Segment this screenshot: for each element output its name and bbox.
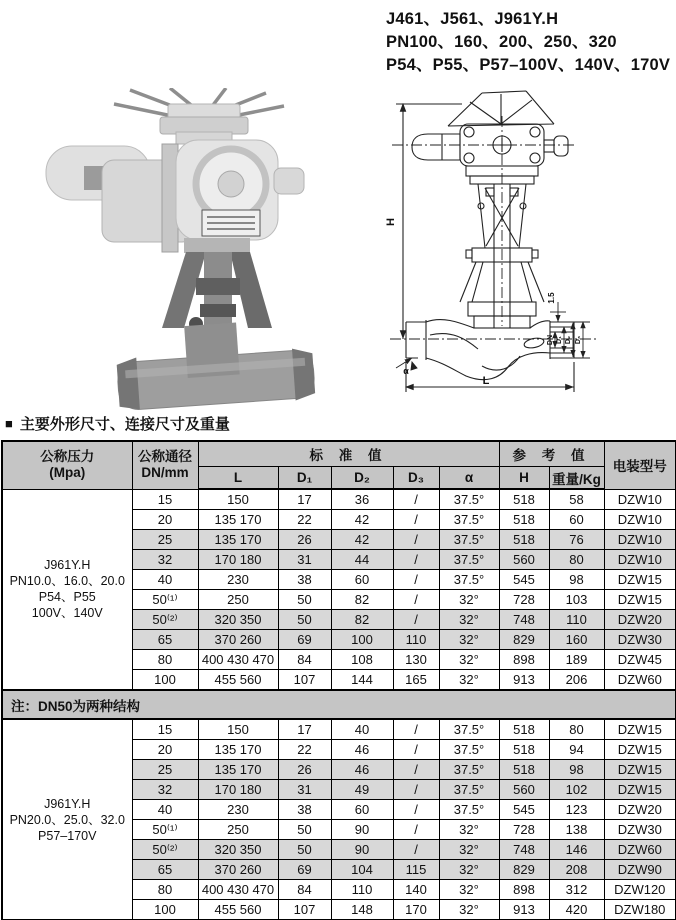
cell: 206 (549, 670, 604, 691)
cell: 898 (499, 650, 549, 670)
valve-body (114, 317, 315, 410)
cell: 230 (198, 570, 278, 590)
cell: 84 (278, 880, 331, 900)
cell: 38 (278, 570, 331, 590)
cell: 31 (278, 550, 331, 570)
actuator-stub (544, 136, 568, 156)
cell: DZW45 (604, 650, 676, 670)
cell: 90 (331, 840, 393, 860)
handwheel (448, 91, 554, 126)
cell: 518 (499, 719, 549, 740)
pressure-class-line: P54、P55 (38, 590, 96, 605)
cell: 370 260 (198, 860, 278, 880)
col-header-D2: D₂ (331, 467, 393, 490)
cell: 50 (278, 840, 331, 860)
cell: 50⁽¹⁾ (132, 820, 198, 840)
cell: / (393, 840, 439, 860)
cell: 69 (278, 860, 331, 880)
cell: 108 (331, 650, 393, 670)
col-header-H: H (499, 467, 549, 490)
cell: 50⁽²⁾ (132, 840, 198, 860)
cell: 320 350 (198, 840, 278, 860)
cell: / (393, 489, 439, 510)
cell: 102 (549, 780, 604, 800)
pressure-class-line: 100V、140V (31, 606, 103, 621)
cell: 36 (331, 489, 393, 510)
note-cell: 注：DN50为两种结构 (2, 690, 676, 719)
cell: DZW20 (604, 610, 676, 630)
cell: 230 (198, 800, 278, 820)
cell: / (393, 760, 439, 780)
pressure-class-line: PN20.0、25.0、32.0 (9, 812, 125, 827)
block-2-body (2, 719, 676, 920)
cell: 69 (278, 630, 331, 650)
cell: 140 (393, 880, 439, 900)
cell: 22 (278, 510, 331, 530)
col-header-dn (132, 441, 198, 489)
cell: 37.5° (439, 800, 499, 820)
cell: 100 (132, 900, 198, 920)
cell: 110 (393, 630, 439, 650)
cell: 146 (549, 840, 604, 860)
cell: 50⁽²⁾ (132, 610, 198, 630)
cell: 32° (439, 590, 499, 610)
cell: 50 (278, 820, 331, 840)
cell: 80 (132, 880, 198, 900)
actuator-housing (176, 140, 304, 240)
cell: 312 (549, 880, 604, 900)
dim-L (406, 362, 574, 392)
cell: DZW10 (604, 489, 676, 510)
cell: 913 (499, 900, 549, 920)
model-line-3: P54、P55、P57–100V、140V、170V (386, 56, 671, 74)
cell: 32° (439, 860, 499, 880)
table-header (2, 441, 676, 489)
cell: 728 (499, 820, 549, 840)
section-title (5, 413, 230, 434)
dim-H (396, 104, 462, 339)
cell: 32° (439, 670, 499, 691)
cell: / (393, 740, 439, 760)
cell: 400 430 470 (198, 880, 278, 900)
cell: 110 (549, 610, 604, 630)
cell: 370 260 (198, 630, 278, 650)
cell: DZW30 (604, 820, 676, 840)
pressure-class-line: J961Y.H (44, 796, 91, 811)
cell: DZW10 (604, 510, 676, 530)
cell: 98 (549, 760, 604, 780)
cell: / (393, 570, 439, 590)
pressure-class-cell-1 (2, 489, 132, 690)
cell: 160 (549, 630, 604, 650)
cell: 107 (278, 900, 331, 920)
cell: 913 (499, 670, 549, 691)
pressure-header-line1: 公称压力 (40, 449, 95, 465)
cell: 144 (331, 670, 393, 691)
cell: 898 (499, 880, 549, 900)
cell: 32 (132, 550, 198, 570)
cell: / (393, 550, 439, 570)
cell: 44 (331, 550, 393, 570)
cell: 46 (331, 740, 393, 760)
table-row (2, 719, 676, 740)
cell: 37.5° (439, 740, 499, 760)
cell: 32° (439, 840, 499, 860)
label-alpha: α (403, 366, 409, 376)
cell: 829 (499, 860, 549, 880)
cell: 94 (549, 740, 604, 760)
cell: 748 (499, 610, 549, 630)
cell: 103 (549, 590, 604, 610)
cell: 728 (499, 590, 549, 610)
cell: 455 560 (198, 670, 278, 691)
cell: 37.5° (439, 780, 499, 800)
cell: 135 170 (198, 510, 278, 530)
cell: 170 (393, 900, 439, 920)
cell: / (393, 530, 439, 550)
col-header-L: L (198, 467, 278, 490)
cell: 65 (132, 860, 198, 880)
model-line-2: PN100、160、200、250、320 (386, 33, 617, 51)
pressure-class-line: J961Y.H (44, 558, 91, 573)
cell: 170 180 (198, 550, 278, 570)
cell: 100 (331, 630, 393, 650)
cell: 250 (198, 820, 278, 840)
cell: 60 (549, 510, 604, 530)
cell: / (393, 510, 439, 530)
cell: 135 170 (198, 740, 278, 760)
valve-photo (26, 88, 346, 410)
square-bullet-icon: ■ (5, 416, 13, 431)
cell: 748 (499, 840, 549, 860)
cell: 189 (549, 650, 604, 670)
cell: 518 (499, 510, 549, 530)
cell: 60 (331, 570, 393, 590)
dimensions-table (1, 440, 676, 920)
cell: 32° (439, 630, 499, 650)
cell: 829 (499, 630, 549, 650)
cell: 37.5° (439, 510, 499, 530)
dn-header-line2: DN/mm (141, 465, 189, 481)
cell: 107 (278, 670, 331, 691)
table-row (2, 489, 676, 510)
label-D1: D₁ (556, 336, 563, 344)
section-title-text: 主要外形尺寸、连接尺寸及重量 (19, 416, 230, 433)
dn-header-line1: 公称通径 (138, 449, 192, 465)
cell: 320 350 (198, 610, 278, 630)
actuator-motor (46, 144, 194, 252)
col-header-D1: D₁ (278, 467, 331, 490)
cell: DZW15 (604, 570, 676, 590)
cell: 17 (278, 719, 331, 740)
block-1-body (2, 489, 676, 719)
cell: DZW30 (604, 630, 676, 650)
cell: DZW60 (604, 670, 676, 691)
cell: 518 (499, 489, 549, 510)
model-heading (386, 8, 672, 77)
cell: 518 (499, 740, 549, 760)
cell: 50⁽¹⁾ (132, 590, 198, 610)
col-header-pressure (2, 441, 132, 489)
cell: 123 (549, 800, 604, 820)
cell: 104 (331, 860, 393, 880)
cell: 40 (132, 800, 198, 820)
cell: 32° (439, 820, 499, 840)
cell: 82 (331, 590, 393, 610)
label-H: H (385, 218, 397, 226)
cell: 560 (499, 780, 549, 800)
cell: 25 (132, 530, 198, 550)
cell: 135 170 (198, 760, 278, 780)
cell: 60 (331, 800, 393, 820)
cell: DZW20 (604, 800, 676, 820)
cell: 138 (549, 820, 604, 840)
cell: 37.5° (439, 719, 499, 740)
cell: 32° (439, 610, 499, 630)
valve-technical-drawing (382, 90, 662, 412)
cell: 455 560 (198, 900, 278, 920)
cell: 50 (278, 590, 331, 610)
cell: 46 (331, 760, 393, 780)
cell: 58 (549, 489, 604, 510)
cell: 37.5° (439, 530, 499, 550)
cell: DZW15 (604, 760, 676, 780)
cell: 148 (331, 900, 393, 920)
label-D2: D₂ (565, 335, 572, 345)
label-D3: D₃ (575, 335, 582, 345)
cell: DZW10 (604, 530, 676, 550)
cell: 135 170 (198, 530, 278, 550)
cell: 49 (331, 780, 393, 800)
cell: 208 (549, 860, 604, 880)
cell: 20 (132, 740, 198, 760)
cell: 32° (439, 880, 499, 900)
cell: 400 430 470 (198, 650, 278, 670)
pressure-header-line2: (Mpa) (49, 465, 86, 481)
cell: 15 (132, 489, 198, 510)
cell: / (393, 800, 439, 820)
cell: 100 (132, 670, 198, 691)
cell: 40 (331, 719, 393, 740)
cell: 80 (132, 650, 198, 670)
cell: 560 (499, 550, 549, 570)
cell: 37.5° (439, 550, 499, 570)
cell: 518 (499, 760, 549, 780)
model-line-1: J461、J561、J961Y.H (386, 10, 559, 28)
cell: 37.5° (439, 570, 499, 590)
pressure-class-line: PN10.0、16.0、20.0 (9, 574, 125, 589)
cell: 110 (331, 880, 393, 900)
cell: DZW15 (604, 780, 676, 800)
col-header-model: 电装型号 (604, 441, 676, 489)
pressure-class-line: P57–170V (38, 828, 97, 843)
label-offset: 1.5 (547, 292, 556, 304)
cell: 50 (278, 610, 331, 630)
centerlines (390, 116, 596, 339)
cell: 150 (198, 489, 278, 510)
col-header-standard: 标 准 值 (198, 441, 499, 467)
pressure-class-cell-2 (2, 719, 132, 920)
cell: 38 (278, 800, 331, 820)
cell: 545 (499, 800, 549, 820)
header-row-1 (2, 441, 676, 467)
cell: 42 (331, 530, 393, 550)
col-header-weight: 重量/Kg (549, 467, 604, 490)
cell: 170 180 (198, 780, 278, 800)
cell: / (393, 590, 439, 610)
cell: DZW120 (604, 880, 676, 900)
cell: 165 (393, 670, 439, 691)
cell: 32° (439, 650, 499, 670)
cell: DZW15 (604, 719, 676, 740)
cell: 98 (549, 570, 604, 590)
cell: DZW15 (604, 590, 676, 610)
cell: 80 (549, 719, 604, 740)
cell: 37.5° (439, 760, 499, 780)
cell: / (393, 820, 439, 840)
actuator-motor-outline (412, 134, 460, 160)
cell: 42 (331, 510, 393, 530)
cell: 90 (331, 820, 393, 840)
cell: DZW10 (604, 550, 676, 570)
cell: DZW90 (604, 860, 676, 880)
cell: 32° (439, 900, 499, 920)
cell: 65 (132, 630, 198, 650)
cell: 115 (393, 860, 439, 880)
col-header-D3: D₃ (393, 467, 439, 490)
cell: 130 (393, 650, 439, 670)
cell: DZW15 (604, 740, 676, 760)
col-header-alpha: α (439, 467, 499, 490)
cell: 545 (499, 570, 549, 590)
cell: 420 (549, 900, 604, 920)
cell: DZW180 (604, 900, 676, 920)
note-row (2, 690, 676, 719)
cell: DZW60 (604, 840, 676, 860)
cell: 15 (132, 719, 198, 740)
cell: 32 (132, 780, 198, 800)
cell: 80 (549, 550, 604, 570)
label-DN: DN (547, 334, 554, 346)
cell: 82 (331, 610, 393, 630)
cell: 250 (198, 590, 278, 610)
cell: 31 (278, 780, 331, 800)
cell: 25 (132, 760, 198, 780)
col-header-reference: 参 考 值 (499, 441, 604, 467)
actuator-top-flange (160, 104, 248, 144)
cell: / (393, 610, 439, 630)
cell: 22 (278, 740, 331, 760)
cell: 150 (198, 719, 278, 740)
cell: 76 (549, 530, 604, 550)
cell: / (393, 719, 439, 740)
cell: 84 (278, 650, 331, 670)
cell: 26 (278, 530, 331, 550)
cell: 518 (499, 530, 549, 550)
cell: 20 (132, 510, 198, 530)
label-L: L (482, 375, 490, 387)
dim-diameters (550, 302, 590, 358)
cell: 37.5° (439, 489, 499, 510)
cell: 26 (278, 760, 331, 780)
cell: 40 (132, 570, 198, 590)
cell: / (393, 780, 439, 800)
cell: 17 (278, 489, 331, 510)
